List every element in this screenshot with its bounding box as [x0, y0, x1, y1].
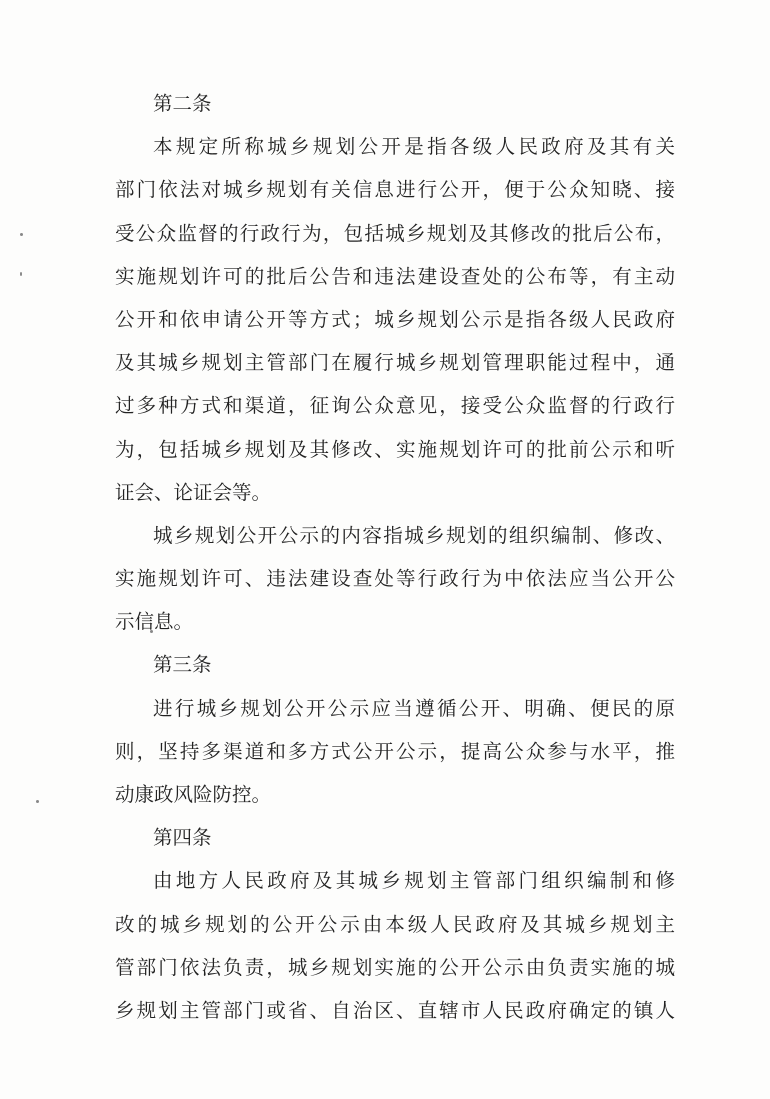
scan-speck — [36, 800, 39, 803]
paragraph-line: 实施规划许可的批后公告和违法建设查处的公布等，有主动 — [115, 264, 675, 288]
paragraph-line: 进行城乡规划公开公示应当遵循公开、明确、便民的原 — [153, 696, 675, 720]
paragraph-line: 则，坚持多渠道和多方式公开公示，提高公众参与水平，推 — [115, 739, 675, 763]
paragraph-line: 乡规划主管部门或省、自治区、直辖市人民政府确定的镇人 — [115, 998, 675, 1022]
paragraph-line: 改的城乡规划的公开公示由本级人民政府及其城乡规划主 — [115, 912, 675, 936]
paragraph-line: 公开和依申请公开等方式；城乡规划公示是指各级人民政府 — [115, 307, 675, 331]
article-heading: 第三条 — [153, 653, 212, 677]
article-heading: 第四条 — [153, 826, 212, 850]
document-body — [115, 82, 675, 1032]
paragraph-line: 由地方人民政府及其城乡规划主管部门组织编制和修 — [153, 869, 675, 893]
paragraph-line: 部门依法对城乡规划有关信息进行公开，便于公众知晓、接 — [115, 178, 675, 202]
paragraph-line: 过多种方式和渠道，征询公众意见，接受公众监督的行政行 — [115, 394, 675, 418]
paragraph-line: 动康政风险防控。 — [115, 783, 272, 806]
paragraph-line: 本规定所称城乡规划公开是指各级人民政府及其有关 — [153, 135, 675, 159]
paragraph-line: 示信息。 — [115, 610, 194, 634]
paragraph-line: 证会、论证会等。 — [115, 480, 272, 504]
paragraph-line: 城乡规划公开公示的内容指城乡规划的组织编制、修改、 — [153, 523, 675, 547]
scan-speck — [20, 233, 23, 236]
scan-speck — [20, 272, 22, 276]
article-heading: 第二条 — [153, 92, 212, 115]
paragraph-line: 及其城乡规划主管部门在履行城乡规划管理职能过程中，通 — [115, 351, 675, 375]
paragraph-line: 管部门依法负责，城乡规划实施的公开公示由负责实施的城 — [115, 955, 675, 979]
paragraph-line: 受公众监督的行政行为，包括城乡规划及其修改的批后公布， — [115, 221, 675, 245]
paragraph-line: 为，包括城乡规划及其修改、实施规划许可的批前公示和听 — [115, 437, 675, 461]
paragraph-line: 实施规划许可、违法建设查处等行政行为中依法应当公开公 — [115, 567, 675, 591]
